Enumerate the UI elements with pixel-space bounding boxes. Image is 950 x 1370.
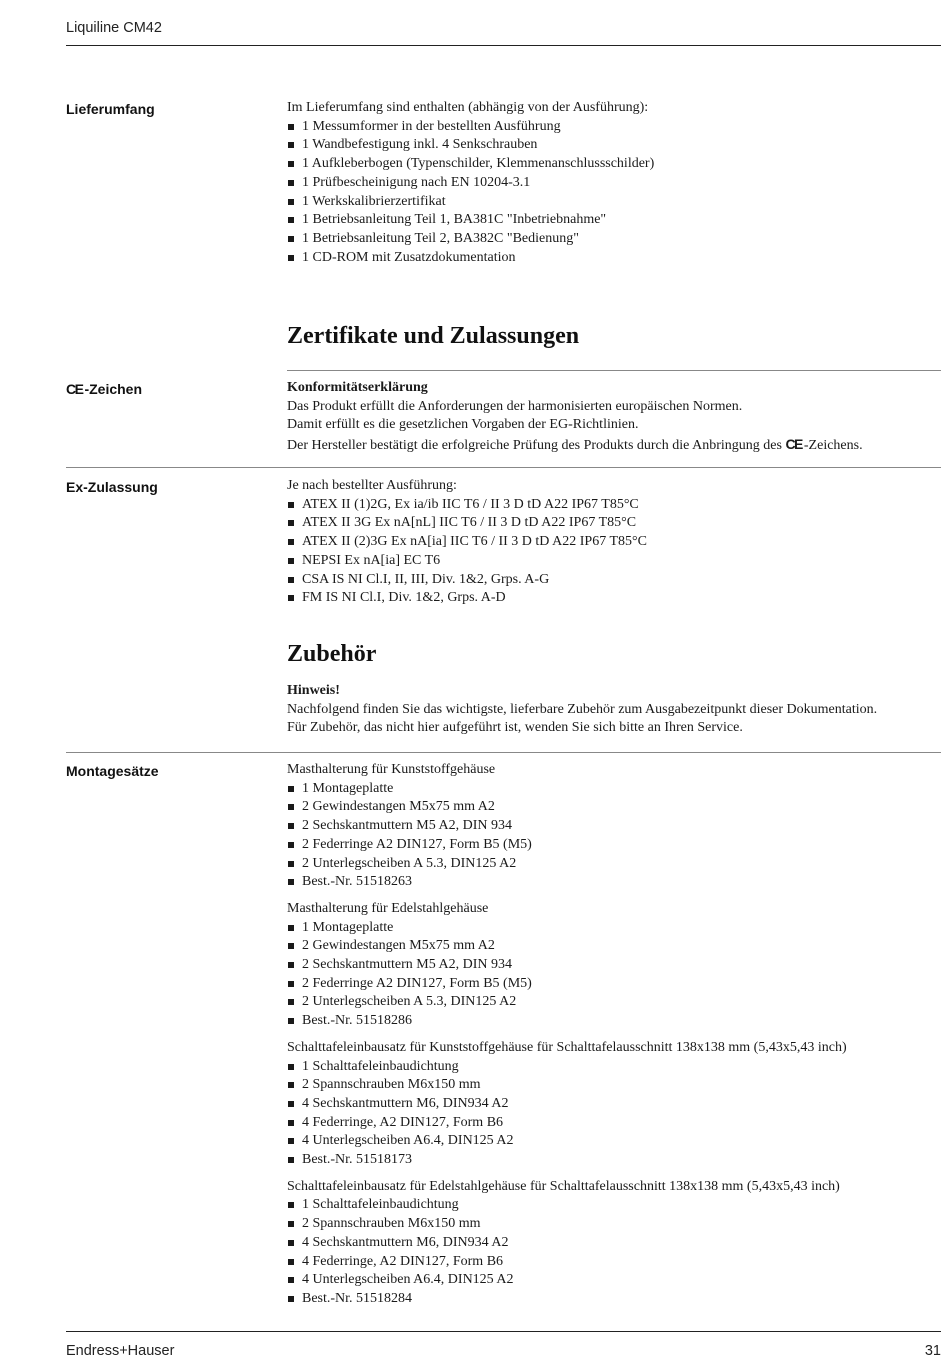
list-item: 4 Unterlegscheiben A6.4, DIN125 A2 [287,1132,937,1151]
list-item: 1 Wandbefestigung inkl. 4 Senkschrauben [287,136,937,155]
ce-mark-icon: CE [66,381,83,397]
ex-intro: Je nach bestellter Ausführung: [287,478,457,493]
ex-zulassung-content [287,477,937,608]
list-item: 1 Montageplatte [287,919,937,938]
accessory-group [287,900,937,1031]
list-item: ATEX II 3G Ex nA[nL] IIC T6 / II 3 D tD A22 IP67 T85°C [287,514,937,533]
konformitaet-heading: Konformitätserklärung [287,380,428,395]
ce-content [287,379,937,456]
section-rule [287,370,941,371]
accessory-group [287,761,937,892]
list-item: Best.-Nr. 51518173 [287,1151,937,1170]
hinweis-text-line: Nachfolgend finden Sie das wichtigste, lieferbare Zubehör zum Ausgabezeitpunkt dieser Dokumentation. [287,701,878,717]
page-number: 31 [924,1343,941,1359]
list-item: 1 Prüfbescheinigung nach EN 10204-3.1 [287,174,937,193]
list-item: 1 Werkskalibrierzertifikat [287,193,937,212]
header-rule [66,45,941,46]
list-item: 2 Unterlegscheiben A 5.3, DIN125 A2 [287,993,937,1012]
list-item: 4 Unterlegscheiben A6.4, DIN125 A2 [287,1271,937,1290]
list-item: FM IS NI Cl.I, Div. 1&2, Grps. A-D [287,589,937,608]
hinweis-text-line: Für Zubehör, das nicht hier aufgeführt ist, wenden Sie sich bitte an Ihren Service. [287,720,743,736]
accessory-group-title: Masthalterung für Kunststoffgehäuse [287,762,496,777]
accessory-group-title: Masthalterung für Edelstahlgehäuse [287,900,489,916]
list-item: 4 Sechskantmuttern M6, DIN934 A2 [287,1095,937,1114]
lieferumfang-content [287,99,937,267]
lieferumfang-label: Lieferumfang [66,101,155,117]
accessory-list [287,780,937,892]
list-item: 2 Unterlegscheiben A 5.3, DIN125 A2 [287,855,937,874]
document-header-title: Liquiline CM42 [66,20,162,36]
accessory-group [287,1178,937,1309]
list-item: ATEX II (2)3G Ex nA[ia] IIC T6 / II 3 D tD A22 IP67 T85°C [287,533,937,552]
list-item: 1 Betriebsanleitung Teil 2, BA382C "Bedienung" [287,230,937,249]
list-item: 2 Federringe A2 DIN127, Form B5 (M5) [287,836,937,855]
accessory-list [287,1058,937,1170]
ex-list [287,496,937,608]
list-item: 2 Sechskantmuttern M5 A2, DIN 934 [287,817,937,836]
list-item: 1 Schalttafeleinbaudichtung [287,1196,937,1215]
row-rule [66,467,941,468]
ce-text-line: Damit erfüllt es die gesetzlichen Vorgaben der EG-Richtlinien. [287,417,639,433]
list-item: Best.-Nr. 51518263 [287,873,937,892]
list-item: CSA IS NI Cl.I, II, III, Div. 1&2, Grps. A-G [287,571,937,590]
list-item: Best.-Nr. 51518284 [287,1290,937,1309]
list-item: 2 Federringe A2 DIN127, Form B5 (M5) [287,975,937,994]
ce-mark-icon: CE [785,436,802,453]
ce-text-line: Der Hersteller bestätigt die erfolgreiche Prüfung des Produkts durch die Anbringung des CE -Zeichens. [287,436,863,454]
list-item: 4 Sechskantmuttern M6, DIN934 A2 [287,1234,937,1253]
lieferumfang-list [287,118,937,268]
lieferumfang-intro: Im Lieferumfang sind enthalten (abhängig von der Ausführung): [287,100,649,115]
list-item: 1 Betriebsanleitung Teil 1, BA381C "Inbetriebnahme" [287,211,937,230]
list-item: ATEX II (1)2G, Ex ia/ib IIC T6 / II 3 D tD A22 IP67 T85°C [287,496,937,515]
list-item: 2 Gewindestangen M5x75 mm A2 [287,798,937,817]
ex-zulassung-label: Ex-Zulassung [66,479,158,495]
list-item: Best.-Nr. 51518286 [287,1012,937,1031]
footer-company: Endress+Hauser [66,1343,175,1359]
row-rule [66,752,941,753]
list-item: 1 Messumformer in der bestellten Ausführung [287,118,937,137]
list-item: 2 Gewindestangen M5x75 mm A2 [287,937,937,956]
montagesaetze-label: Montagesätze [66,763,159,779]
section-title-zubehoer: Zubehör [287,641,377,667]
list-item: 1 Schalttafeleinbaudichtung [287,1058,937,1077]
list-item: 2 Spannschrauben M6x150 mm [287,1215,937,1234]
list-item: 1 CD-ROM mit Zusatzdokumentation [287,249,937,268]
hinweis-content [287,682,937,738]
accessory-list [287,1196,937,1308]
list-item: 2 Spannschrauben M6x150 mm [287,1076,937,1095]
list-item: 4 Federringe, A2 DIN127, Form B6 [287,1253,937,1272]
accessory-group [287,1039,937,1170]
list-item: 4 Federringe, A2 DIN127, Form B6 [287,1114,937,1133]
ce-text-line: Das Produkt erfüllt die Anforderungen der harmonisierten europäischen Normen. [287,398,743,414]
accessory-group-title: Schalttafeleinbausatz für Kunststoffgehäuse für Schalttafelausschnitt 138x138 mm (5,43x5,43 inch) [287,1039,847,1055]
list-item: 1 Aufkleberbogen (Typenschilder, Klemmenanschlussschilder) [287,155,937,174]
montagesaetze-content [287,761,937,1317]
list-item: 1 Montageplatte [287,780,937,799]
hinweis-heading: Hinweis! [287,683,340,698]
accessory-list [287,919,937,1031]
list-item: NEPSI Ex nA[ia] EC T6 [287,552,937,571]
ce-label: CE -Zeichen [66,381,143,397]
list-item: 2 Sechskantmuttern M5 A2, DIN 934 [287,956,937,975]
accessory-group-title: Schalttafeleinbausatz für Edelstahlgehäuse für Schalttafelausschnitt 138x138 mm (5,43x5,43 inch) [287,1178,840,1194]
section-title-zertifikate: Zertifikate und Zulassungen [287,323,580,349]
footer-rule [66,1331,941,1332]
